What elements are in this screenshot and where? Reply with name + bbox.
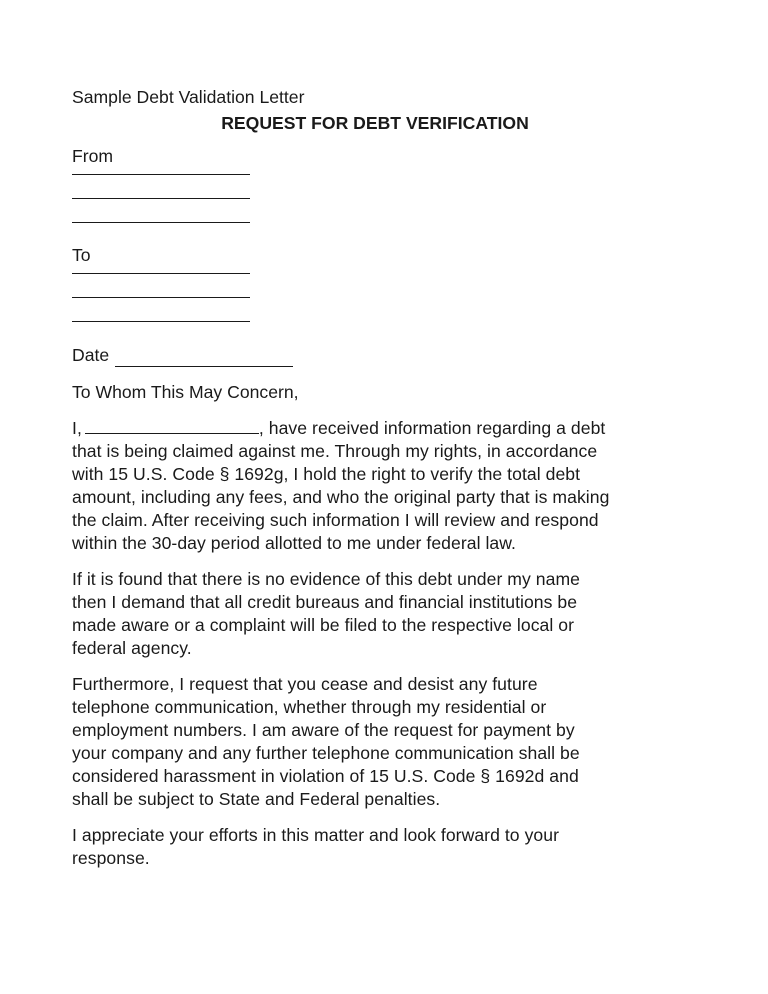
- paragraph-2-line: If it is found that there is no evidence of this debt under my name: [72, 569, 580, 589]
- salutation: To Whom This May Concern,: [72, 382, 299, 402]
- paragraph-3-line: your company and any further telephone communication shall be: [72, 743, 580, 763]
- paragraph-3-line: shall be subject to State and Federal penalties.: [72, 789, 441, 809]
- paragraph-1: [72, 417, 702, 555]
- paragraph-3-line: Furthermore, I request that you cease and desist any future: [72, 674, 538, 694]
- to-blank-line-3: [72, 321, 250, 322]
- to-label: To: [72, 245, 91, 265]
- paragraph-4-line: response.: [72, 848, 150, 868]
- date-row: [72, 344, 702, 367]
- paragraph-1-line: the claim. After receiving such information I will review and respond: [72, 510, 599, 530]
- from-blank-line-1: [72, 174, 250, 175]
- paragraph-3: [72, 673, 702, 811]
- paragraph-2-line: then I demand that all credit bureaus and financial institutions be: [72, 592, 578, 612]
- from-address-blanks: [72, 174, 702, 223]
- paragraph-1-line: with 15 U.S. Code § 1692g, I hold the right to verify the total debt: [72, 464, 581, 484]
- date-blank-line: [115, 349, 293, 367]
- paragraph-1-line: that is being claimed against me. Through my rights, in accordance: [72, 441, 598, 461]
- to-blank-line-1: [72, 273, 250, 274]
- paragraph-1-after-blank: , have received information regarding a debt: [258, 418, 606, 438]
- paragraph-1-prefix: I,: [72, 418, 82, 438]
- from-label: From: [72, 146, 114, 166]
- name-blank-line: [85, 418, 259, 434]
- paragraph-3-line: employment numbers. I am aware of the request for payment by: [72, 720, 575, 740]
- paragraph-2-line: made aware or a complaint will be filed to the respective local or: [72, 615, 575, 635]
- paragraph-1-line: within the 30-day period allotted to me under federal law.: [72, 533, 516, 553]
- paragraph-4: [72, 824, 702, 870]
- paragraph-1-line: amount, including any fees, and who the original party that is making: [72, 487, 610, 507]
- from-blank-line-3: [72, 222, 250, 223]
- document-title: Sample Debt Validation Letter: [72, 87, 305, 107]
- letter-heading: REQUEST FOR DEBT VERIFICATION: [221, 113, 529, 133]
- letter-page: [72, 86, 702, 870]
- paragraph-1-line-0: [72, 417, 702, 440]
- to-address-blanks: [72, 273, 702, 322]
- paragraph-2: [72, 568, 702, 660]
- from-blank-line-2: [72, 198, 250, 199]
- paragraph-2-line: federal agency.: [72, 638, 192, 658]
- paragraph-4-line: I appreciate your efforts in this matter and look forward to your: [72, 825, 559, 845]
- date-label: Date: [72, 345, 110, 365]
- paragraph-3-line: considered harassment in violation of 15 U.S. Code § 1692d and: [72, 766, 579, 786]
- paragraph-3-line: telephone communication, whether through my residential or: [72, 697, 547, 717]
- to-blank-line-2: [72, 297, 250, 298]
